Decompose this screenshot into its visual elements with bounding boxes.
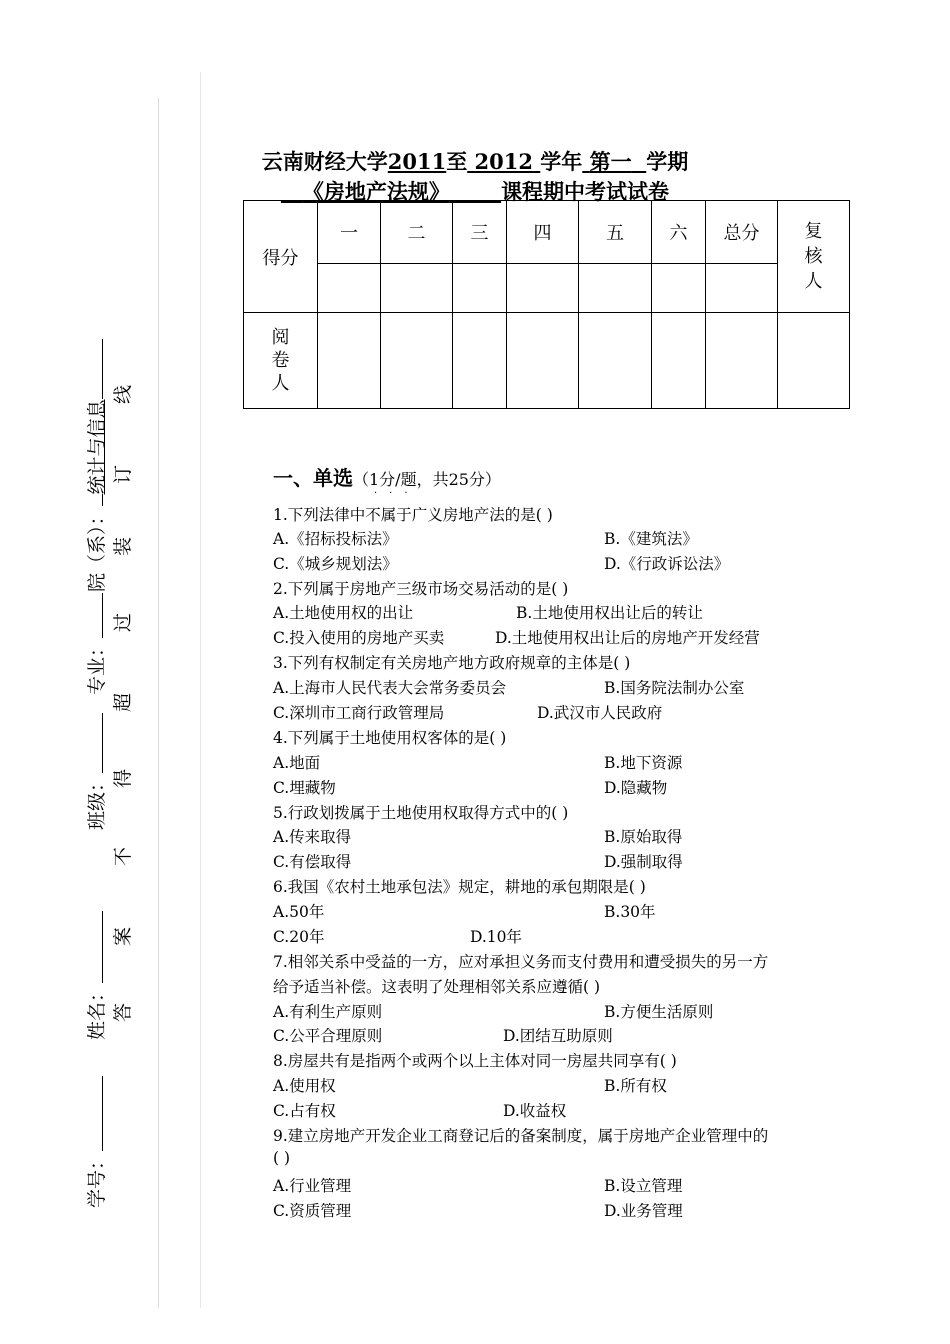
option: C.埋藏物	[273, 779, 336, 797]
option: A.有利生产原则	[273, 1003, 383, 1021]
seal-char-de: 得	[112, 768, 134, 788]
score-table	[243, 200, 850, 409]
grader-cell[interactable]	[778, 313, 850, 409]
option: B.所有权	[604, 1077, 667, 1095]
seal-char-da: 答	[112, 1002, 134, 1022]
option: A.50年	[273, 903, 325, 921]
option: D.团结互助原则	[503, 1027, 613, 1045]
question-stem: 9.建立房地产开发企业工商登记后的备案制度，属于房地产企业管理中的	[273, 1127, 769, 1145]
question-stem-cont: 给予适当补偿。这表明了处理相邻关系应遵循( )	[273, 978, 601, 996]
score-label: 得分	[244, 201, 318, 313]
option: A.地面	[273, 754, 321, 772]
col-header: 总分	[706, 201, 778, 264]
section-heading: 一、单选（1分/题，共25分）	[273, 466, 501, 490]
col-header: 三	[453, 201, 507, 264]
option: A.土地使用权的出让	[273, 604, 414, 622]
score-cell[interactable]	[652, 264, 706, 313]
question-stem: 3.下列有权制定有关房地产地方政府规章的主体是( )	[273, 654, 631, 672]
option: D.收益权	[503, 1102, 567, 1120]
question-stem: 8.房屋共有是指两个或两个以上主体对同一房屋共同享有( )	[273, 1052, 677, 1070]
option: A.使用权	[273, 1077, 336, 1095]
grader-cell[interactable]	[579, 313, 652, 409]
option: C.20年	[273, 928, 325, 946]
option: C.《城乡规划法》	[273, 555, 398, 573]
col-header: 一	[318, 201, 381, 264]
option: C.公平合理原则	[273, 1027, 383, 1045]
option: C.投入使用的房地产买卖	[273, 629, 445, 647]
option: B.国务院法制办公室	[604, 679, 745, 697]
option: B.《建筑法》	[604, 530, 698, 548]
score-cell[interactable]	[507, 264, 579, 313]
seal-char-zhuang: 装	[112, 536, 134, 556]
question-stem: 6.我国《农村土地承包法》规定，耕地的承包期限是( )	[273, 878, 646, 896]
exam-title-line2: 《房地产法规》 课程期中考试试卷	[302, 179, 670, 204]
option: B.方便生活原则	[604, 1003, 714, 1021]
col-header: 四	[507, 201, 579, 264]
option: C.有偿取得	[273, 853, 352, 871]
option: A.传来取得	[273, 828, 352, 846]
score-cell[interactable]	[381, 264, 453, 313]
seal-char-guo: 过	[112, 612, 134, 632]
grader-cell[interactable]	[706, 313, 778, 409]
grader-label: 阅卷人	[244, 313, 318, 409]
seal-char-bu: 不	[112, 846, 134, 866]
school-label: 院（系）：统计与信息	[82, 339, 109, 592]
question-stem: 7.相邻关系中受益的一方，应对承担义务而支付费用和遭受损失的另一方	[273, 953, 769, 971]
option: D.业务管理	[604, 1202, 683, 1220]
option: A.上海市人民代表大会常务委员会	[273, 679, 507, 697]
grader-cell[interactable]	[381, 313, 453, 409]
option: A.《招标投标法》	[273, 530, 398, 548]
class-label: 班级：	[82, 713, 109, 830]
grader-cell[interactable]	[652, 313, 706, 409]
score-cell[interactable]	[706, 264, 778, 313]
option: D.武汉市人民政府	[537, 704, 663, 722]
grader-cell[interactable]	[507, 313, 579, 409]
question-stem: 1.下列法律中不属于广义房地产法的是( )	[273, 506, 553, 524]
question-stem-cont: ( )	[273, 1149, 291, 1167]
grader-cell[interactable]	[318, 313, 381, 409]
student-id-label: 学号：	[82, 1076, 109, 1208]
seal-char-ding: 订	[112, 464, 134, 484]
option: C.资质管理	[273, 1202, 352, 1220]
col-header: 二	[381, 201, 453, 264]
option: D.隐藏物	[604, 779, 668, 797]
question-stem: 5.行政划拨属于土地使用权取得方式中的( )	[273, 804, 569, 822]
score-cell[interactable]	[318, 264, 381, 313]
emphasis-dots: ···	[374, 488, 420, 499]
col-header: 六	[652, 201, 706, 264]
option: D.10年	[470, 928, 523, 946]
option: D.强制取得	[604, 853, 683, 871]
score-cell[interactable]	[453, 264, 507, 313]
option: D.《行政诉讼法》	[604, 555, 730, 573]
grader-cell[interactable]	[453, 313, 507, 409]
option: C.占有权	[273, 1102, 336, 1120]
score-cell[interactable]	[579, 264, 652, 313]
exam-title-line1: 云南财经大学2011至 2012 学年 第一 学期	[261, 149, 689, 174]
col-header: 五	[579, 201, 652, 264]
question-stem: 4.下列属于土地使用权客体的是( )	[273, 729, 507, 747]
seal-char-an: 案	[112, 926, 134, 946]
option: A.行业管理	[273, 1177, 352, 1195]
reviewer-label: 复核人	[778, 201, 850, 313]
option: D.土地使用权出让后的房地产开发经营	[495, 629, 760, 647]
major-label: 专业：	[82, 593, 109, 695]
option: B.30年	[604, 903, 656, 921]
option: B.原始取得	[604, 828, 683, 846]
margin-line	[200, 72, 201, 1308]
option: B.设立管理	[604, 1177, 683, 1195]
binding-line	[158, 98, 159, 1308]
seal-char-chao: 超	[112, 692, 134, 712]
seal-char-line: 线	[112, 384, 134, 404]
option: C.深圳市工商行政管理局	[273, 704, 445, 722]
option: B.土地使用权出让后的转让	[516, 604, 703, 622]
question-stem: 2.下列属于房地产三级市场交易活动的是( )	[273, 580, 569, 598]
name-label: 姓名：	[82, 911, 109, 1040]
option: B.地下资源	[604, 754, 683, 772]
